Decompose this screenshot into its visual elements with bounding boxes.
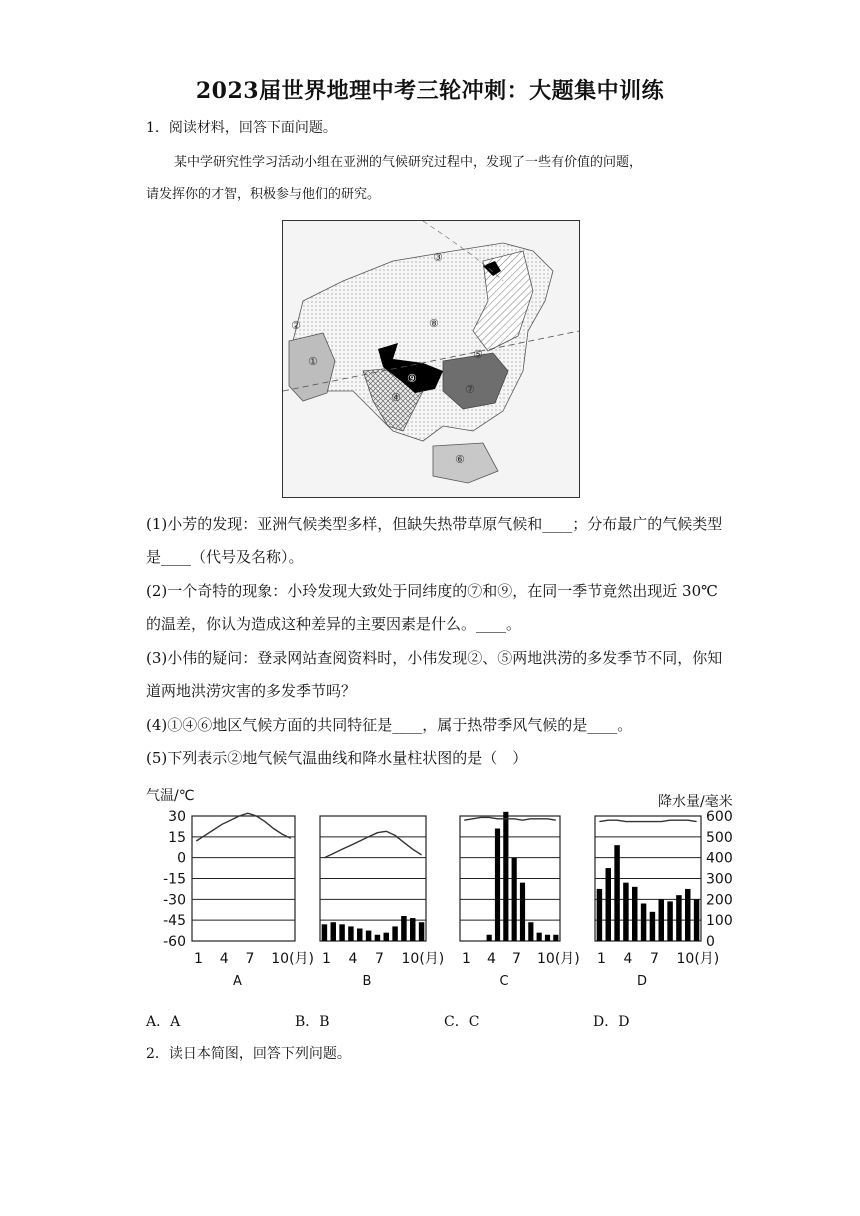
month-tick-label: 1 bbox=[322, 951, 331, 967]
temp-tick-label: 30 bbox=[168, 809, 186, 825]
precip-bar bbox=[322, 924, 327, 941]
temp-tick-label: 15 bbox=[168, 829, 186, 846]
precip-bar bbox=[410, 918, 415, 941]
precip-bar bbox=[348, 926, 353, 941]
precip-tick-label: 200 bbox=[706, 892, 733, 909]
precip-bar bbox=[694, 899, 699, 941]
precip-bar bbox=[487, 935, 492, 941]
precip-bar bbox=[392, 926, 397, 941]
precip-bar bbox=[339, 924, 344, 941]
question-1-stem: 1．阅读材料，回答下面问题。 bbox=[146, 120, 337, 136]
precip-tick-label: 500 bbox=[706, 829, 733, 846]
option-c[interactable]: C．C bbox=[444, 1014, 480, 1030]
precip-bar bbox=[375, 935, 380, 941]
precip-bar bbox=[606, 868, 611, 941]
sub-question-2-line-1: (2)一个奇特的现象：小玲发现大致处于同纬度的⑦和⑨，在同一季节竟然出现近 30℃ bbox=[146, 582, 718, 600]
precip-bar bbox=[614, 845, 619, 941]
precip-bar bbox=[537, 933, 542, 941]
option-d[interactable]: D．D bbox=[593, 1014, 630, 1030]
material-line-1: 某中学研究性学习活动小组在亚洲的气候研究过程中，发现了一些有价值的问题， bbox=[174, 155, 643, 170]
temp-tick-label: -30 bbox=[163, 892, 186, 909]
temp-tick-label: -45 bbox=[163, 913, 186, 930]
precip-bar bbox=[331, 922, 336, 941]
precip-bar bbox=[685, 889, 690, 941]
month-tick-label: 10(月) bbox=[537, 951, 580, 967]
question-2-stem: 2．读日本简图，回答下列问题。 bbox=[146, 1046, 351, 1062]
month-tick-label: 4 bbox=[487, 951, 496, 967]
sub-question-4: (4)①④⑥地区气候方面的共同特征是____，属于热带季风气候的是____。 bbox=[146, 716, 633, 734]
precip-bar bbox=[641, 904, 646, 942]
temp-line bbox=[599, 820, 696, 821]
asia-climate-map bbox=[282, 220, 580, 498]
precip-bar bbox=[495, 829, 500, 942]
temp-axis-label: 气温/℃ bbox=[146, 788, 195, 804]
precip-bar bbox=[597, 889, 602, 941]
precip-bar bbox=[623, 883, 628, 941]
precip-bar bbox=[357, 929, 362, 942]
climate-panel-b bbox=[320, 816, 444, 967]
precip-tick-label: 100 bbox=[706, 913, 733, 930]
climate-panel-d bbox=[595, 816, 719, 967]
precip-bar bbox=[659, 899, 664, 941]
precip-bar bbox=[512, 858, 517, 941]
month-tick-label: 7 bbox=[245, 951, 255, 967]
temp-tick-label: -60 bbox=[163, 934, 186, 950]
month-tick-label: 1 bbox=[597, 951, 606, 967]
map-label-7: ⑦ bbox=[465, 383, 475, 396]
panel-label-d: D bbox=[636, 974, 648, 989]
precip-bar bbox=[676, 895, 681, 941]
month-tick-label: 1 bbox=[194, 951, 203, 967]
precip-bar bbox=[553, 935, 558, 941]
precip-bar bbox=[632, 887, 637, 941]
precip-tick-label: 400 bbox=[706, 850, 733, 867]
precip-tick-label: 300 bbox=[706, 871, 733, 888]
precip-bar bbox=[419, 922, 424, 941]
precip-bar bbox=[545, 935, 550, 941]
panel-label-c: C bbox=[499, 974, 509, 989]
map-label-4: ④ bbox=[391, 391, 401, 404]
month-tick-label: 4 bbox=[623, 951, 633, 967]
sub-question-5: (5)下列表示②地气候气温曲线和降水量柱状图的是（ ） bbox=[146, 749, 528, 767]
temp-tick-label: -15 bbox=[163, 871, 186, 888]
sub-question-1-line-2: 是____（代号及名称）。 bbox=[146, 548, 304, 566]
climate-charts bbox=[140, 780, 740, 990]
temp-tick-label: 0 bbox=[177, 850, 186, 867]
sub-question-3-line-2: 道两地洪涝灾害的多发季节吗？ bbox=[146, 682, 357, 700]
map-label-6: ⑥ bbox=[455, 453, 465, 466]
month-tick-label: 4 bbox=[219, 951, 229, 967]
precip-bar bbox=[401, 916, 406, 941]
map-label-8: ⑧ bbox=[429, 317, 439, 330]
sub-question-3-line-1: (3)小伟的疑问：登录网站查阅资料时，小伟发现②、⑤两地洪涝的多发季节不同，你知 bbox=[146, 649, 723, 667]
map-label-2: ② bbox=[291, 319, 301, 332]
sub-question-1-line-1: (1)小芳的发现：亚洲气候类型多样，但缺失热带草原气候和____；分布最广的气候类型 bbox=[146, 515, 723, 533]
month-tick-label: 7 bbox=[650, 951, 659, 967]
precip-bar bbox=[667, 901, 672, 941]
month-tick-label: 10(月) bbox=[676, 951, 720, 967]
precip-tick-label: 600 bbox=[706, 809, 733, 825]
precip-bar bbox=[366, 931, 371, 941]
precip-axis-label: 降水量/毫米 bbox=[658, 794, 733, 810]
temp-line bbox=[464, 817, 556, 820]
option-b[interactable]: B．B bbox=[295, 1014, 330, 1030]
temp-line bbox=[324, 831, 421, 857]
panel-label-a: A bbox=[233, 974, 242, 989]
month-tick-label: 7 bbox=[375, 951, 384, 967]
climate-panel-a bbox=[192, 813, 314, 967]
month-tick-label: 7 bbox=[512, 951, 521, 967]
month-tick-label: 4 bbox=[348, 951, 358, 967]
sub-question-2-line-2: 的温差，你认为造成这种差异的主要因素是什么。____。 bbox=[146, 615, 522, 633]
map-label-5: ⑤ bbox=[473, 348, 483, 361]
map-label-9: ⑨ bbox=[407, 372, 417, 385]
precip-bar bbox=[528, 922, 533, 941]
month-tick-label: 10(月) bbox=[401, 951, 445, 967]
precip-bar bbox=[520, 883, 525, 941]
panel-label-b: B bbox=[362, 974, 372, 989]
material-line-2: 请发挥你的才智，积极参与他们的研究。 bbox=[146, 187, 381, 202]
precip-bar bbox=[650, 912, 655, 941]
map-label-1: ① bbox=[308, 355, 318, 368]
month-tick-label: 10(月) bbox=[271, 951, 314, 967]
precip-bar bbox=[384, 933, 389, 941]
map-label-3: ③ bbox=[433, 251, 443, 264]
option-a[interactable]: A．A bbox=[146, 1014, 181, 1030]
precip-tick-label: 0 bbox=[706, 934, 715, 950]
page-title: 2023届世界地理中考三轮冲刺：大题集中训练 bbox=[195, 78, 665, 104]
month-tick-label: 1 bbox=[462, 951, 471, 967]
precip-bar bbox=[503, 812, 508, 941]
climate-panel-c bbox=[460, 812, 580, 967]
